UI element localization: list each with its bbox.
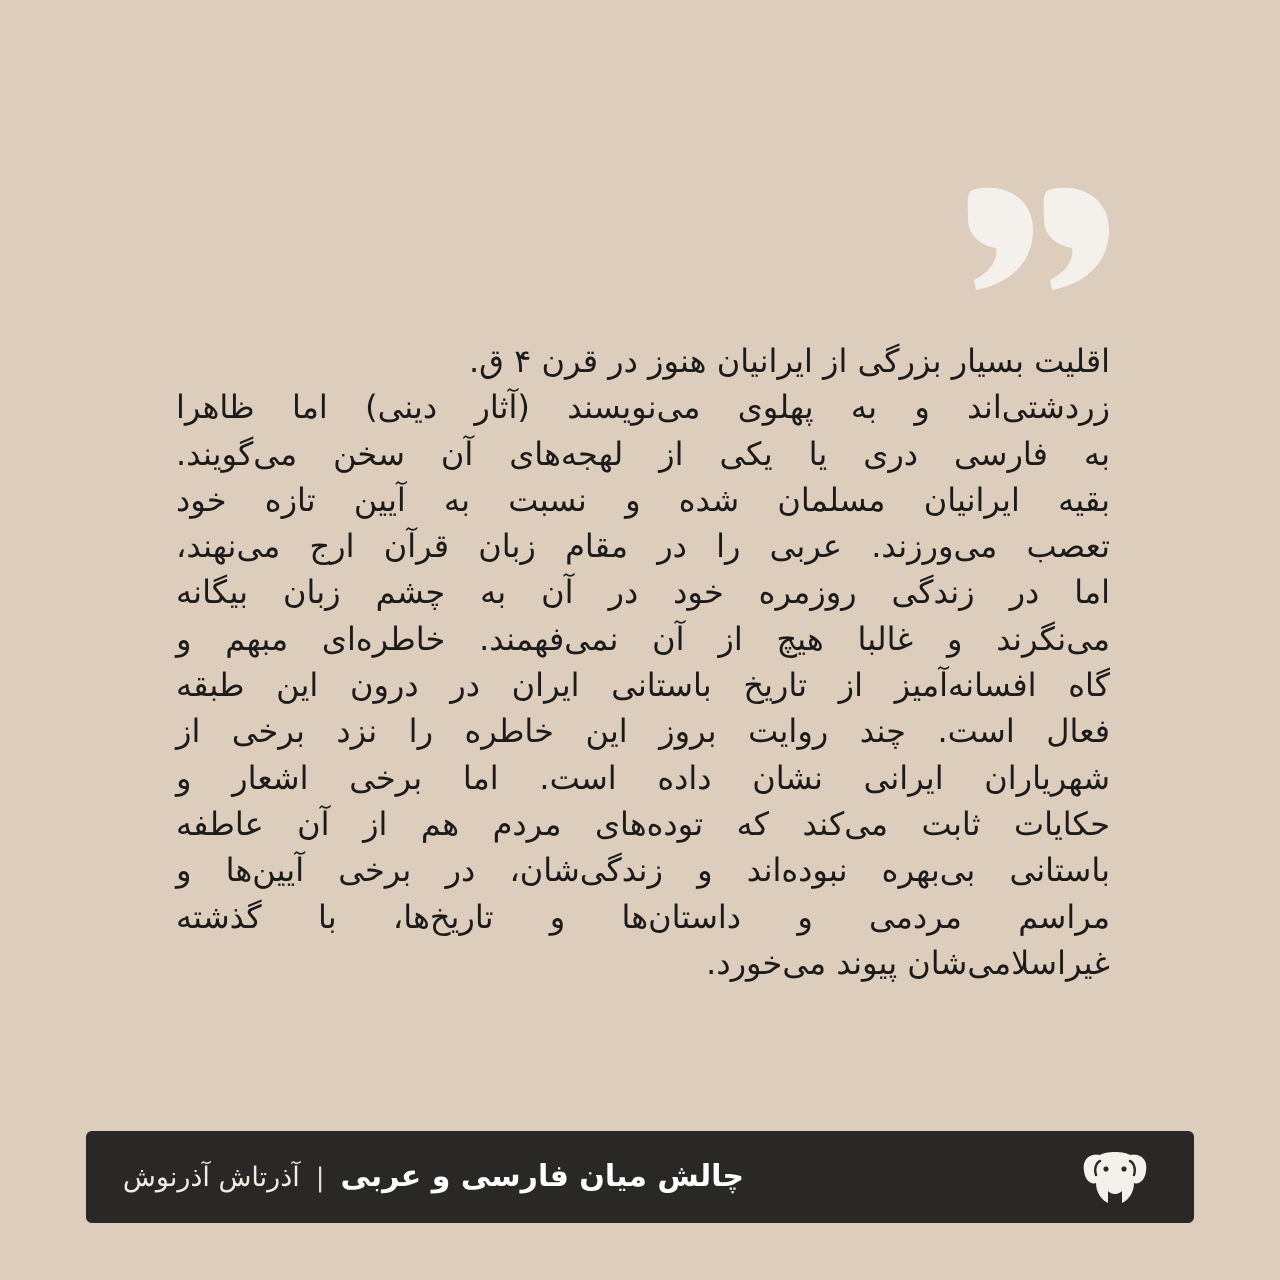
elephant-logo-icon xyxy=(1078,1149,1152,1205)
book-title: چالش میان فارسی و عربی xyxy=(340,1159,744,1194)
quote-line: حکایات ثابت می‌کند که توده‌های مردم هم از آن عاطفه xyxy=(176,804,1110,843)
quote-line: مراسم مردمی و داستان‌ها و تاریخ‌ها، با گذشته xyxy=(176,897,1110,936)
quote-text xyxy=(176,338,1110,986)
quote-line: اما در زندگی روزمره خود در آن به چشم زبان بیگانه xyxy=(176,573,1110,612)
quote-line: باستانی بی‌بهره نبوده‌اند و زندگی‌شان، در برخی آیین‌ها و xyxy=(176,851,1110,890)
quote-line: به فارسی دری یا یکی از لهجه‌های آن سخن می‌گویند. xyxy=(176,434,1110,473)
quote-line: بقیه ایرانیان مسلمان شده و نسبت به آیین تازه خود xyxy=(176,480,1110,519)
footer-separator: | xyxy=(315,1163,325,1193)
quote-line: می‌نگرند و غالبا هیچ از آن نمی‌فهمند. خاطره‌ای مبهم و xyxy=(176,619,1110,658)
quote-line: زردشتی‌اند و به پهلوی می‌نویسند (آثار دینی) اما ظاهرا xyxy=(176,388,1110,427)
quote-line: تعصب می‌ورزند. عربی را در مقام زبان قرآن ارج می‌نهند، xyxy=(176,527,1110,566)
quote-line: گاه افسانه‌آمیز از تاریخ باستانی ایران در درون این طبقه xyxy=(176,666,1110,705)
quote-line: اقلیت بسیار بزرگی از ایرانیان هنوز در قرن ۴ ق. xyxy=(469,342,1110,380)
quote-line: شهریاران ایرانی نشان داده است. اما برخی اشعار و xyxy=(176,758,1110,797)
author-name: آذرتاش آذرنوش xyxy=(122,1162,300,1193)
book-credit xyxy=(123,1131,744,1223)
quote-line: فعال است. چند روایت بروز این خاطره را نزد برخی از xyxy=(176,712,1110,751)
quote-mark-icon xyxy=(962,184,1112,294)
footer-bar xyxy=(86,1131,1194,1223)
quote-line: غیراسلامی‌شان پیوند می‌خورد. xyxy=(706,943,1110,982)
